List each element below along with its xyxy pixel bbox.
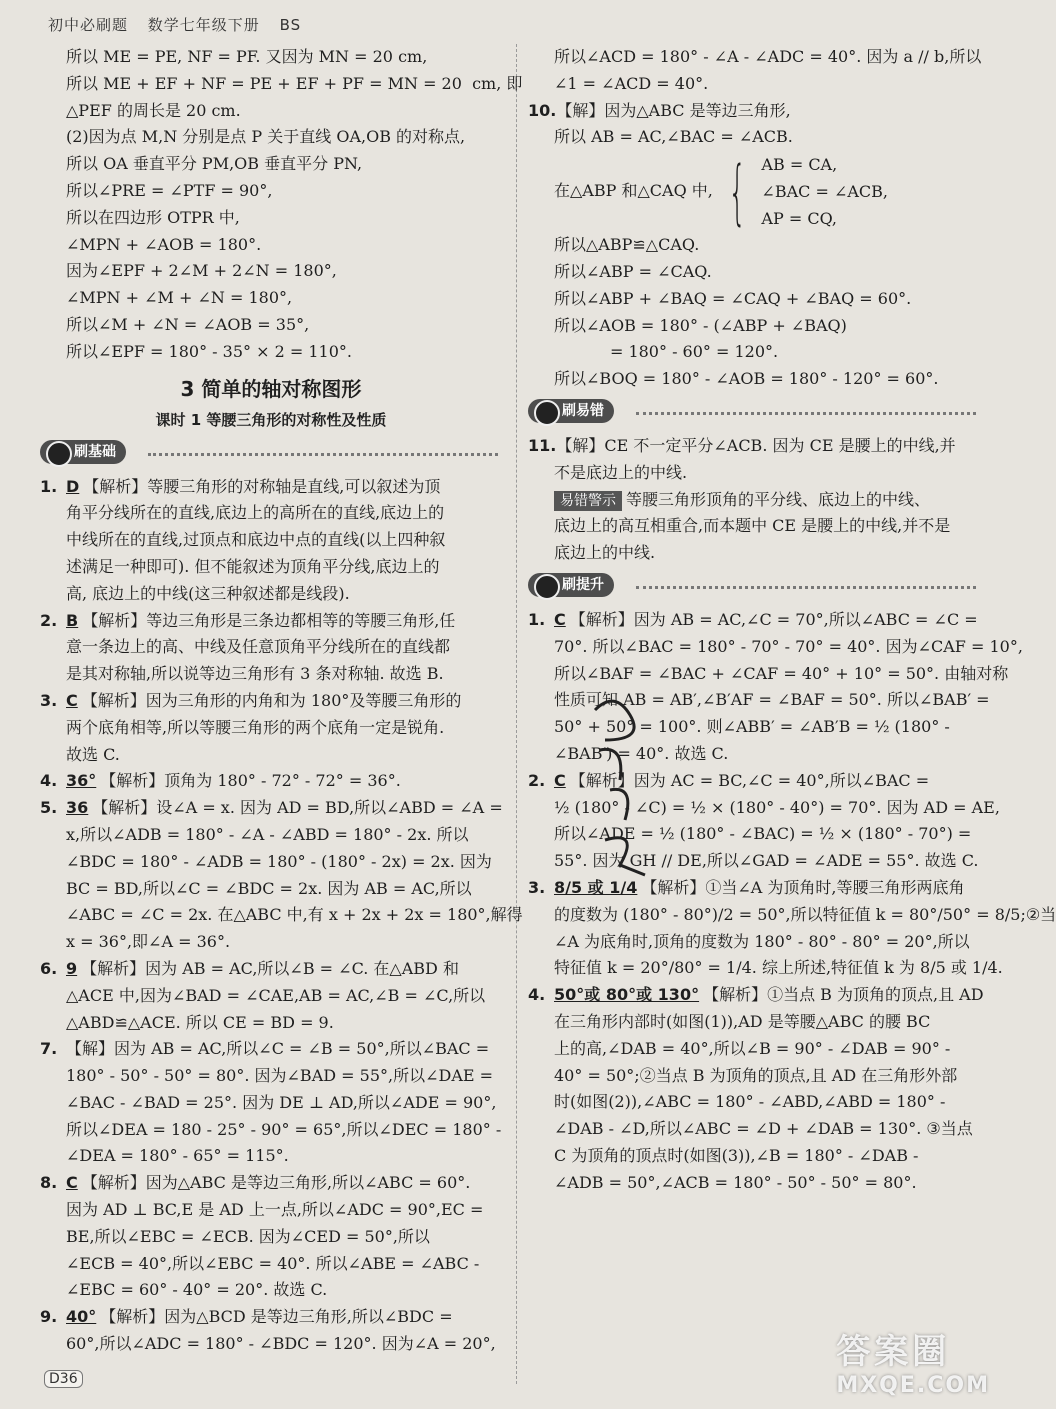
answer-line bbox=[528, 982, 984, 1009]
banner-label: 刷易错 bbox=[562, 402, 604, 419]
answer-line: 70°. 所以∠BAC = 180° - 70° - 70° = 40°. 因为∠CAF = 10°, bbox=[554, 636, 1023, 656]
answer-line: 【解】CE 不一定平分∠ACB. 因为 CE 是腰上的中线,并 bbox=[556, 435, 956, 455]
banner-tag bbox=[528, 573, 614, 597]
answer-line: 的度数为 (180° - 80°)/2 = 50°,所以特征值 k = 80°/50° = 8/5;②当 bbox=[554, 904, 1056, 924]
answer-line: 底边上的中线. bbox=[554, 543, 656, 563]
left-column bbox=[40, 44, 523, 1358]
answer-line: BC = BD,所以∠C = ∠BDC = 2x. 因为 AB = AC,所以 bbox=[66, 878, 472, 898]
answer-choice: C bbox=[554, 609, 566, 629]
answer-line: 所以∠ABP + ∠BAQ = ∠CAQ + ∠BAQ = 60°. bbox=[554, 288, 912, 308]
answer-line: 60°,所以∠ADC = 180° - ∠BDC = 120°. 因为∠A = 20°, bbox=[66, 1334, 496, 1354]
answer-item bbox=[40, 688, 502, 768]
question-number: 7. bbox=[40, 1039, 58, 1059]
page-number: D36 bbox=[44, 1370, 83, 1388]
answer-text: 【解析】等腰三角形的对称轴是直线,可以叙述为顶 bbox=[83, 476, 441, 496]
answer-line bbox=[40, 474, 502, 501]
right-continuation bbox=[528, 44, 980, 98]
continuation-line: 所以∠PRE = ∠PTF = 90°, bbox=[66, 180, 273, 200]
answer-line: 性质可知 AB = AB′,∠B′AF = ∠BAF = 50°. 所以∠BAB′ = bbox=[554, 690, 990, 710]
continuation-line: 所以 ME + EF + NF = PE + EF + PF = MN = 20 cm, 即 bbox=[66, 73, 523, 93]
question-number: 10. bbox=[528, 100, 557, 120]
banner-basic bbox=[40, 436, 502, 470]
question-number: 4. bbox=[40, 771, 58, 791]
answer-item bbox=[40, 474, 502, 608]
answer-line: 40° = 50°;②当点 B 为顶角的顶点,且 AD 在三角形外部 bbox=[554, 1065, 958, 1085]
answer-text: 【解】因为 AB = AC,所以∠C = ∠B = 50°,所以∠BAC = bbox=[66, 1039, 490, 1059]
continuation-line: 所以 ME = PE, NF = PF. 又因为 MN = 20 cm, bbox=[66, 47, 428, 66]
answer-line bbox=[40, 768, 502, 795]
question-number: 2. bbox=[528, 770, 546, 790]
answer-text: 【解析】顶角为 180° - 72° - 72° = 36°. bbox=[100, 771, 401, 791]
continuation-line: 所以∠EPF = 180° - 35° × 2 = 110°. bbox=[66, 341, 352, 361]
banner-tag bbox=[528, 399, 614, 423]
answer-line: 述满足一种即可). 但不能叙述为顶角平分线,底边上的 bbox=[66, 556, 440, 576]
dotted-rule bbox=[148, 453, 498, 456]
answer-text: 【解析】因为△BCD 是等边三角形,所以∠BDC = bbox=[100, 1307, 453, 1327]
answer-line: ∠ABC = ∠C = 2x. 在△ABC 中,有 x + 2x + 2x = 180°,解得 bbox=[66, 905, 523, 925]
watermark-text: 答案圈 bbox=[836, 1332, 951, 1372]
answer-line: 所以 AB = AC,∠BAC = ∠ACB. bbox=[554, 127, 793, 147]
answer-choice: 40° bbox=[66, 1307, 97, 1327]
answer-line: C 为顶角的顶点时(如图(3)),∠B = 180° - ∠DAB - bbox=[554, 1145, 919, 1165]
watermark-url: MXQE.COM bbox=[836, 1373, 990, 1398]
answer-choice: 9 bbox=[66, 958, 78, 978]
continuation-line: 所以 OA 垂直平分 PM,OB 垂直平分 PN, bbox=[66, 154, 363, 174]
answer-choice: 8/5 或 1/4 bbox=[554, 877, 638, 897]
answer-line: 上的高,∠DAB = 40°,所以∠B = 90° - ∠DAB = 90° - bbox=[554, 1038, 951, 1058]
answer-line: 所以△ABP≌△CAQ. bbox=[554, 235, 700, 255]
answer-item bbox=[40, 768, 502, 795]
answer-item bbox=[528, 982, 984, 1196]
answer-item bbox=[40, 1304, 502, 1358]
continuation-line: △PEF 的周长是 20 cm. bbox=[66, 100, 241, 120]
answer-line: 所以∠DEA = 180 - 25° - 90° = 65°,所以∠DEC = 180° - bbox=[66, 1119, 502, 1139]
answer-line: 50° + 50° = 100°. 则∠ABB′ = ∠AB′B = ½ (180° - bbox=[554, 717, 950, 737]
brace-line: AP = CQ, bbox=[761, 209, 837, 229]
answer-text: 【解析】等边三角形是三条边都相等的等腰三角形,任 bbox=[82, 610, 456, 630]
continuation-line: ∠MPN + ∠M + ∠N = 180°, bbox=[66, 288, 293, 308]
answer-choice: C bbox=[554, 770, 566, 790]
question-number: 2. bbox=[40, 610, 58, 630]
answer-line: 所以∠AOB = 180° - (∠ABP + ∠BAQ) bbox=[554, 315, 847, 335]
answer-line bbox=[40, 956, 502, 983]
question-number: 8. bbox=[40, 1173, 58, 1193]
banner-tag bbox=[40, 440, 126, 464]
answer-line: 等腰三角形顶角的平分线、底边上的中线、 bbox=[626, 489, 931, 509]
answer-line: ∠ECB = 40°,所以∠EBC = 40°. 所以∠ABE = ∠ABC - bbox=[66, 1253, 480, 1273]
answer-item bbox=[528, 875, 1056, 982]
answer-line: ½ (180° - ∠C) = ½ × (180° - 40°) = 70°. 因为 AD = AE, bbox=[554, 797, 1000, 817]
answer-line bbox=[40, 1170, 502, 1197]
answer-line bbox=[40, 795, 503, 822]
section-title: 3 简单的轴对称图形 bbox=[180, 376, 362, 401]
answer-item bbox=[40, 956, 502, 1036]
answer-line: 时(如图(2)),∠ABC = 180° - ∠ABD,∠ABD = 180° - bbox=[554, 1092, 946, 1112]
answer-line: ∠BAB′) = 40°. 故选 C. bbox=[554, 743, 729, 763]
brace-line: ∠BAC = ∠ACB, bbox=[761, 182, 889, 202]
answer-choice: 50°或 80°或 130° bbox=[554, 985, 700, 1005]
answer-text: 【解析】因为△ABC 是等边三角形,所以∠ABC = 60°. bbox=[81, 1173, 471, 1193]
answer-line: ∠EBC = 60° - 40° = 20°. 故选 C. bbox=[66, 1280, 328, 1300]
answer-line: 所以∠ADE = ½ (180° - ∠BAC) = ½ × (180° - 70°) = bbox=[554, 824, 972, 844]
answer-item bbox=[40, 1170, 502, 1304]
book-icon bbox=[46, 441, 72, 467]
lesson-title: 课时 1 等腰三角形的对称性及性质 bbox=[155, 410, 387, 429]
book-icon bbox=[534, 400, 560, 426]
left-continuation bbox=[40, 44, 523, 366]
continuation-line: ∠MPN + ∠AOB = 180°. bbox=[66, 234, 262, 254]
answer-text: 【解析】①当∠A 为顶角时,等腰三角形两底角 bbox=[641, 877, 965, 897]
question-number: 3. bbox=[528, 877, 546, 897]
answer-line: 因为 AD ⊥ BC,E 是 AD 上一点,所以∠ADC = 90°,EC = bbox=[66, 1200, 484, 1220]
answer-line: x = 36°,即∠A = 36°. bbox=[66, 932, 231, 952]
right-column bbox=[528, 44, 1056, 1196]
continuation-line: (2)因为点 M,N 分别是点 P 关于直线 OA,OB 的对称点, bbox=[66, 127, 466, 147]
watermark-logo bbox=[836, 1324, 990, 1398]
answer-line bbox=[528, 607, 980, 634]
question-number: 11. bbox=[528, 435, 557, 455]
page-header bbox=[48, 14, 315, 35]
answer-item bbox=[40, 795, 523, 956]
question-number: 3. bbox=[40, 690, 58, 710]
edition-label: BS bbox=[279, 16, 302, 34]
answer-line: 高, 底边上的中线(这三种叙述都是线段). bbox=[66, 583, 350, 603]
brace-lines bbox=[761, 151, 888, 232]
column-divider bbox=[516, 44, 517, 1384]
brace-lead: 在△ABP 和△CAQ 中, bbox=[554, 181, 713, 201]
question-11 bbox=[528, 433, 980, 567]
answer-line bbox=[40, 1036, 502, 1063]
continuation-line: 所以在四边形 OTPR 中, bbox=[66, 207, 240, 227]
answer-line: 所以∠BAF = ∠BAC + ∠CAF = 40° + 10° = 50°. 由轴对称 bbox=[554, 663, 1009, 683]
banner-label: 刷提升 bbox=[562, 576, 604, 593]
answer-line bbox=[40, 608, 502, 635]
answer-text: 【解析】因为三角形的内角和为 180°及等腰三角形的 bbox=[81, 690, 462, 710]
answer-line: ∠DEA = 180° - 65° = 115°. bbox=[66, 1146, 289, 1166]
answer-line: 底边上的高互相重合,而本题中 CE 是腰上的中线,并不是 bbox=[554, 516, 951, 536]
left-brace-icon: { bbox=[728, 150, 747, 233]
question-number: 1. bbox=[528, 609, 546, 629]
answer-line: 故选 C. bbox=[66, 744, 120, 764]
brace-system bbox=[554, 151, 980, 232]
answer-item bbox=[40, 608, 502, 688]
left-answer-list bbox=[40, 474, 523, 1358]
subject-title: 数学七年级下册 bbox=[147, 16, 260, 34]
question-number: 6. bbox=[40, 958, 58, 978]
answer-line: △ACE 中,因为∠BAD = ∠CAE,AB = AC,∠B = ∠C,所以 bbox=[66, 985, 486, 1005]
banner-advanced bbox=[528, 569, 980, 603]
answer-line: 180° - 50° - 50° = 80°. 因为∠BAD = 55°,所以∠DAE = bbox=[66, 1066, 494, 1086]
continuation-line: 所以∠ACD = 180° - ∠A - ∠ADC = 40°. 因为 a // b,所以 bbox=[554, 47, 982, 66]
answer-text: 【解析】因为 AB = AC,∠C = 70°,所以∠ABC = ∠C = bbox=[569, 609, 978, 629]
answer-line bbox=[40, 688, 502, 715]
question-number: 1. bbox=[40, 476, 58, 496]
error-warning-tag: 易错警示 bbox=[554, 491, 622, 511]
answer-line bbox=[40, 1304, 502, 1331]
answer-line: 意一条边上的高、中线及任意顶角平分线所在的直线都 bbox=[66, 637, 451, 657]
brace-line: AB = CA, bbox=[761, 155, 838, 175]
continuation-line: 所以∠M + ∠N = ∠AOB = 35°, bbox=[66, 314, 310, 334]
answer-choice: 36 bbox=[66, 798, 89, 818]
answer-item bbox=[40, 1036, 502, 1170]
answer-line: 两个底角相等,所以等腰三角形的两个底角一定是锐角. bbox=[66, 717, 445, 737]
question-number: 5. bbox=[40, 798, 58, 818]
dotted-rule bbox=[636, 412, 976, 415]
answer-line: ∠DAB - ∠D,所以∠ABC = ∠D + ∠DAB = 130°. ③当点 bbox=[554, 1119, 973, 1139]
question-number: 4. bbox=[528, 985, 546, 1005]
handwriting-scribble-icon bbox=[585, 690, 665, 890]
answer-line: x,所以∠ADB = 180° - ∠A - ∠ABD = 180° - 2x. 所以 bbox=[66, 824, 469, 844]
answer-line: BE,所以∠EBC = ∠ECB. 因为∠CED = 50°,所以 bbox=[66, 1226, 430, 1246]
answer-choice: B bbox=[66, 610, 79, 630]
answer-line: = 180° - 60° = 120°. bbox=[554, 342, 779, 362]
banner-label: 刷基础 bbox=[74, 443, 116, 460]
question-10 bbox=[528, 98, 980, 393]
continuation-line: 因为∠EPF + 2∠M + 2∠N = 180°, bbox=[66, 261, 337, 281]
answer-choice: D bbox=[66, 476, 80, 496]
answer-text: 【解析】设∠A = x. 因为 AD = BD,所以∠ABD = ∠A = bbox=[92, 798, 503, 818]
answer-line: △ABD≌△ACE. 所以 CE = BD = 9. bbox=[66, 1012, 334, 1032]
answer-line: 在三角形内部时(如图(1)),AD 是等腰△ABC 的腰 BC bbox=[554, 1011, 931, 1031]
answer-line: 【解】因为△ABC 是等边三角形, bbox=[556, 100, 791, 120]
answer-line: ∠BAC - ∠BAD = 25°. 因为 DE ⊥ AD,所以∠ADE = 90°, bbox=[66, 1092, 497, 1112]
book-icon bbox=[534, 574, 560, 600]
continuation-line: ∠1 = ∠ACD = 40°. bbox=[554, 73, 709, 93]
answer-line: 不是底边上的中线. bbox=[554, 462, 688, 482]
answer-lines bbox=[554, 232, 980, 393]
banner-error bbox=[528, 395, 980, 429]
answer-text: 【解析】①当点 B 为顶角的顶点,且 AD bbox=[703, 985, 984, 1005]
answer-text: 【解析】因为 AB = AC,所以∠B = ∠C. 在△ABD 和 bbox=[81, 958, 459, 978]
answer-line: 所以∠BOQ = 180° - ∠AOB = 180° - 120° = 60°. bbox=[554, 369, 939, 389]
answer-line: ∠ADB = 50°,∠ACB = 180° - 50° - 50° = 80°. bbox=[554, 1172, 917, 1192]
answer-text: 【解析】因为 AC = BC,∠C = 40°,所以∠BAC = bbox=[569, 770, 930, 790]
answer-line: 角平分线所在的直线,底边上的高所在的直线,底边上的 bbox=[66, 503, 445, 523]
answer-line: 中线所在的直线,过顶点和底边中点的直线(以上四种叙 bbox=[66, 530, 446, 550]
answer-line: ∠A 为底角时,顶角的度数为 180° - 80° - 80° = 20°,所以 bbox=[554, 931, 970, 951]
answer-line: 所以∠ABP = ∠CAQ. bbox=[554, 261, 712, 281]
question-number: 9. bbox=[40, 1307, 58, 1327]
answer-choice: C bbox=[66, 690, 78, 710]
answer-line: ∠BDC = 180° - ∠ADB = 180° - (180° - 2x) = 2x. 因为 bbox=[66, 851, 492, 871]
answer-line: 特征值 k = 20°/80° = 1/4. 综上所述,特征值 k 为 8/5 或 1/4. bbox=[554, 958, 1003, 978]
answer-choice: C bbox=[66, 1173, 78, 1193]
dotted-rule bbox=[636, 586, 976, 589]
book-title: 初中必刷题 bbox=[48, 16, 129, 34]
answer-line: 是其对称轴,所以说等边三角形有 3 条对称轴. 故选 B. bbox=[66, 664, 444, 684]
answer-choice: 36° bbox=[66, 771, 97, 791]
answer-line: 55°. 因为 GH // DE,所以∠GAD = ∠ADE = 55°. 故选 C. bbox=[554, 851, 979, 871]
